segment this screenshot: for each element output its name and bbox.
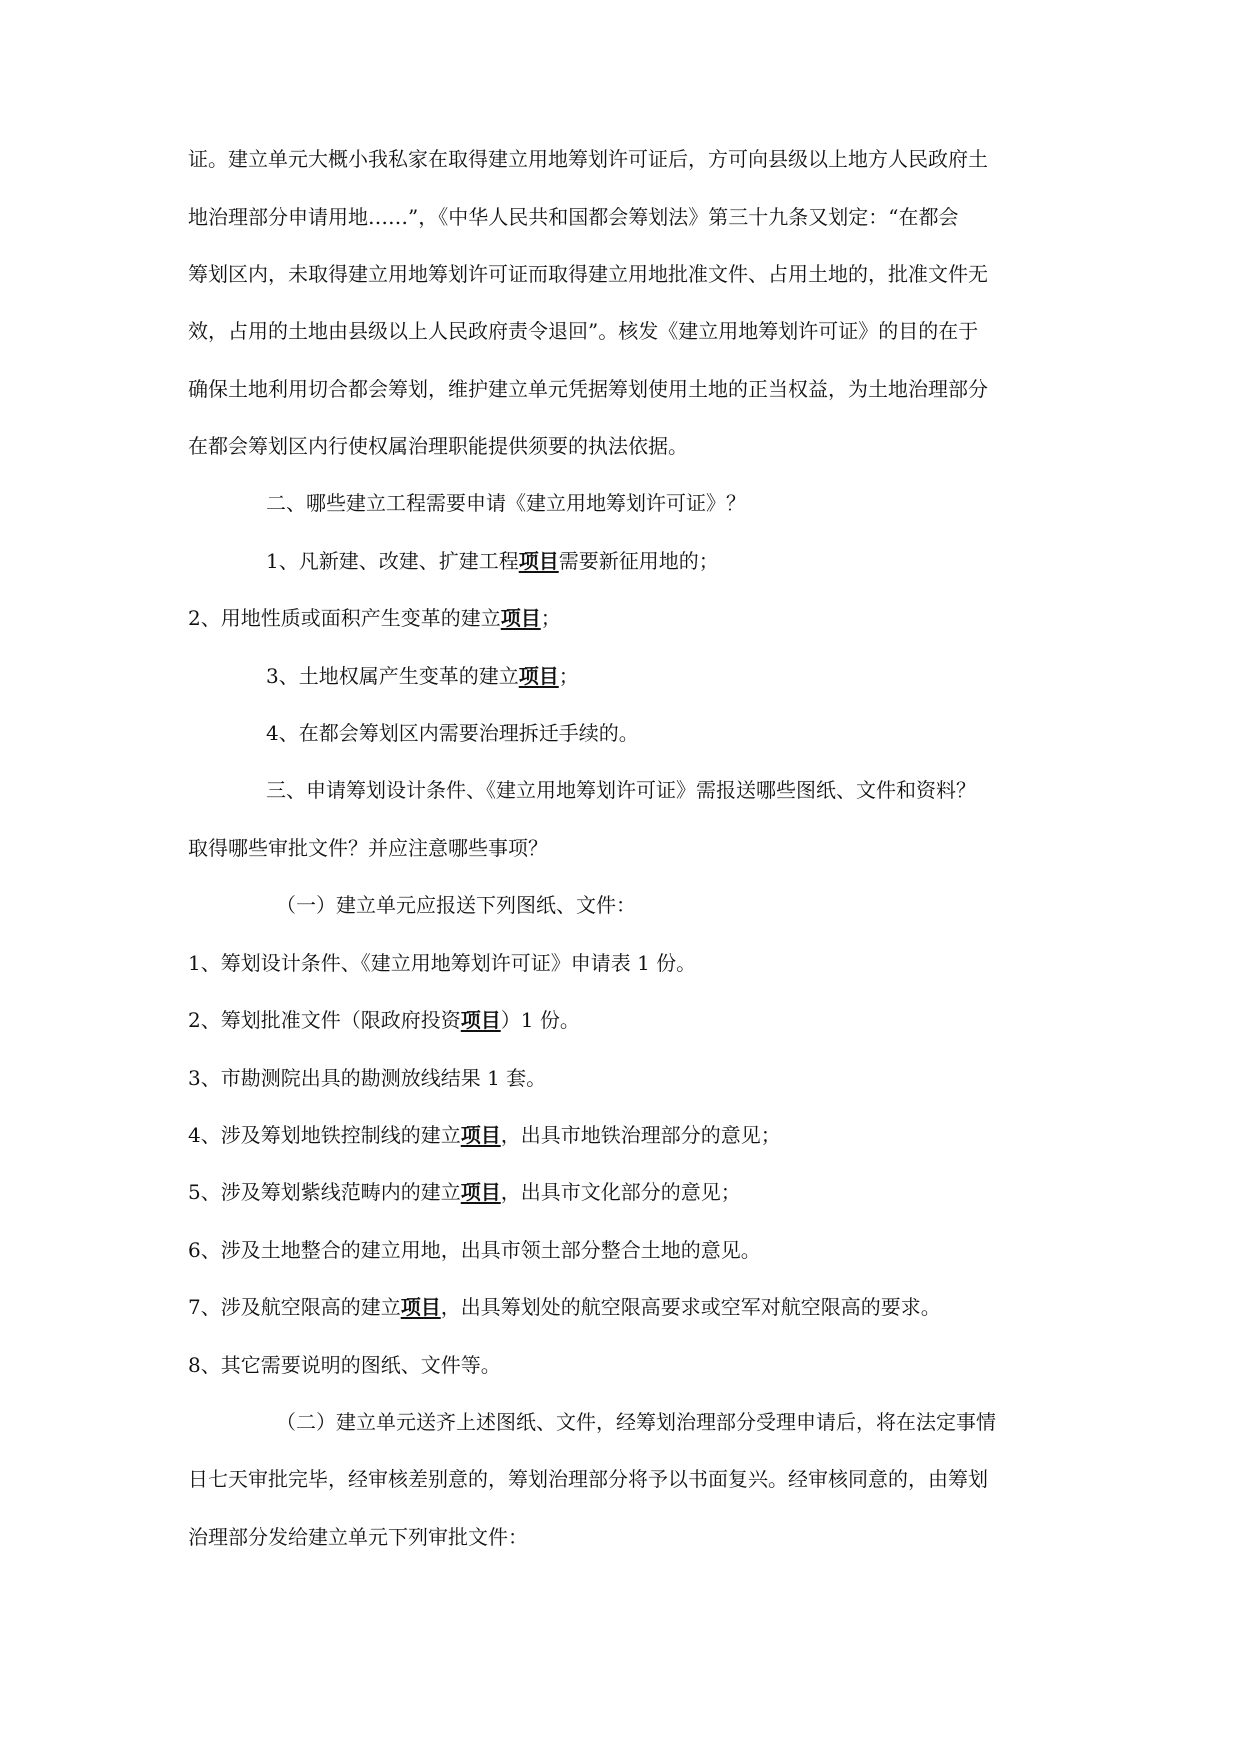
project-link[interactable]: 项目 [500, 606, 541, 630]
section-3-subheading-1: （一）建立单元应报送下列图纸、文件： [276, 893, 636, 917]
list-item-7 [188, 1294, 941, 1320]
intro-line-1: 证。建立单元大概小我私家在取得建立用地筹划许可证后，方可向县级以上地方人民政府土 [188, 147, 988, 171]
section-2-item-1 [266, 548, 719, 574]
item-text: 5、涉及筹划紫线范畴内的建立 [188, 1180, 461, 1204]
intro-line-4: 效，占用的土地由县级以上人民政府责令退回”。核发《建立用地筹划许可证》的目的在于 [188, 319, 979, 343]
item-text: 需要新征用地的； [558, 549, 719, 573]
section-2-item-3 [266, 663, 579, 689]
intro-line-3: 筹划区内，未取得建立用地筹划许可证而取得建立用地批准文件、占用土地的，批准文件无 [188, 262, 988, 286]
item-text: 4、涉及筹划地铁控制线的建立 [188, 1123, 461, 1147]
item-text: ； [558, 664, 579, 688]
item-text: 7、涉及航空限高的建立 [188, 1295, 401, 1319]
project-link[interactable]: 项目 [400, 1295, 441, 1319]
item-text: 3、土地权属产生变革的建立 [266, 664, 519, 688]
section-2-item-2 [188, 605, 561, 631]
section-2-heading: 二、哪些建立工程需要申请《建立用地筹划许可证》？ [266, 491, 746, 515]
list-item-3: 3、市勘测院出具的勘测放线结果 1 套。 [188, 1066, 547, 1090]
intro-line-6: 在都会筹划区内行使权属治理职能提供须要的执法依据。 [188, 434, 688, 458]
section-3-heading-line-2: 取得哪些审批文件？并应注意哪些事项？ [188, 836, 548, 860]
section-3-subheading-2-line-2: 日七天审批完毕，经审核差别意的，筹划治理部分将予以书面复兴。经审核同意的，由筹划 [188, 1467, 988, 1491]
project-link[interactable]: 项目 [460, 1180, 501, 1204]
item-text: ）1 份。 [500, 1008, 580, 1032]
project-link[interactable]: 项目 [518, 549, 559, 573]
section-3-subheading-2-line-1: （二）建立单元送齐上述图纸、文件，经筹划治理部分受理申请后，将在法定事情 [276, 1410, 996, 1434]
project-link[interactable]: 项目 [518, 664, 559, 688]
section-3-heading-line-1: 三、申请筹划设计条件、《建立用地筹划许可证》需报送哪些图纸、文件和资料？ [266, 778, 976, 802]
intro-line-5: 确保土地利用切合都会筹划，维护建立单元凭据筹划使用土地的正当权益，为土地治理部分 [188, 377, 988, 401]
list-item-5 [188, 1179, 741, 1205]
item-text: 2、筹划批准文件（限政府投资 [188, 1008, 461, 1032]
list-item-8: 8、其它需要说明的图纸、文件等。 [188, 1353, 501, 1377]
intro-line-2: 地治理部分申请用地……”，《中华人民共和国都会筹划法》第三十九条又划定：“在都会 [188, 205, 959, 229]
section-3-subheading-2-line-3: 治理部分发给建立单元下列审批文件： [188, 1525, 528, 1549]
list-item-2 [188, 1007, 580, 1033]
item-text: 1、凡新建、改建、扩建工程 [266, 549, 519, 573]
item-text: 2、用地性质或面积产生变革的建立 [188, 606, 501, 630]
list-item-1: 1、筹划设计条件、《建立用地筹划许可证》申请表 1 份。 [188, 951, 697, 975]
list-item-4 [188, 1122, 781, 1148]
list-item-6: 6、涉及土地整合的建立用地，出具市领土部分整合土地的意见。 [188, 1238, 761, 1262]
project-link[interactable]: 项目 [460, 1123, 501, 1147]
item-text: ，出具市地铁治理部分的意见； [500, 1123, 781, 1147]
item-text: ，出具市文化部分的意见； [500, 1180, 741, 1204]
project-link[interactable]: 项目 [460, 1008, 501, 1032]
item-text: ； [540, 606, 561, 630]
section-2-item-4: 4、在都会筹划区内需要治理拆迁手续的。 [266, 721, 639, 745]
item-text: ，出具筹划处的航空限高要求或空军对航空限高的要求。 [440, 1295, 941, 1319]
